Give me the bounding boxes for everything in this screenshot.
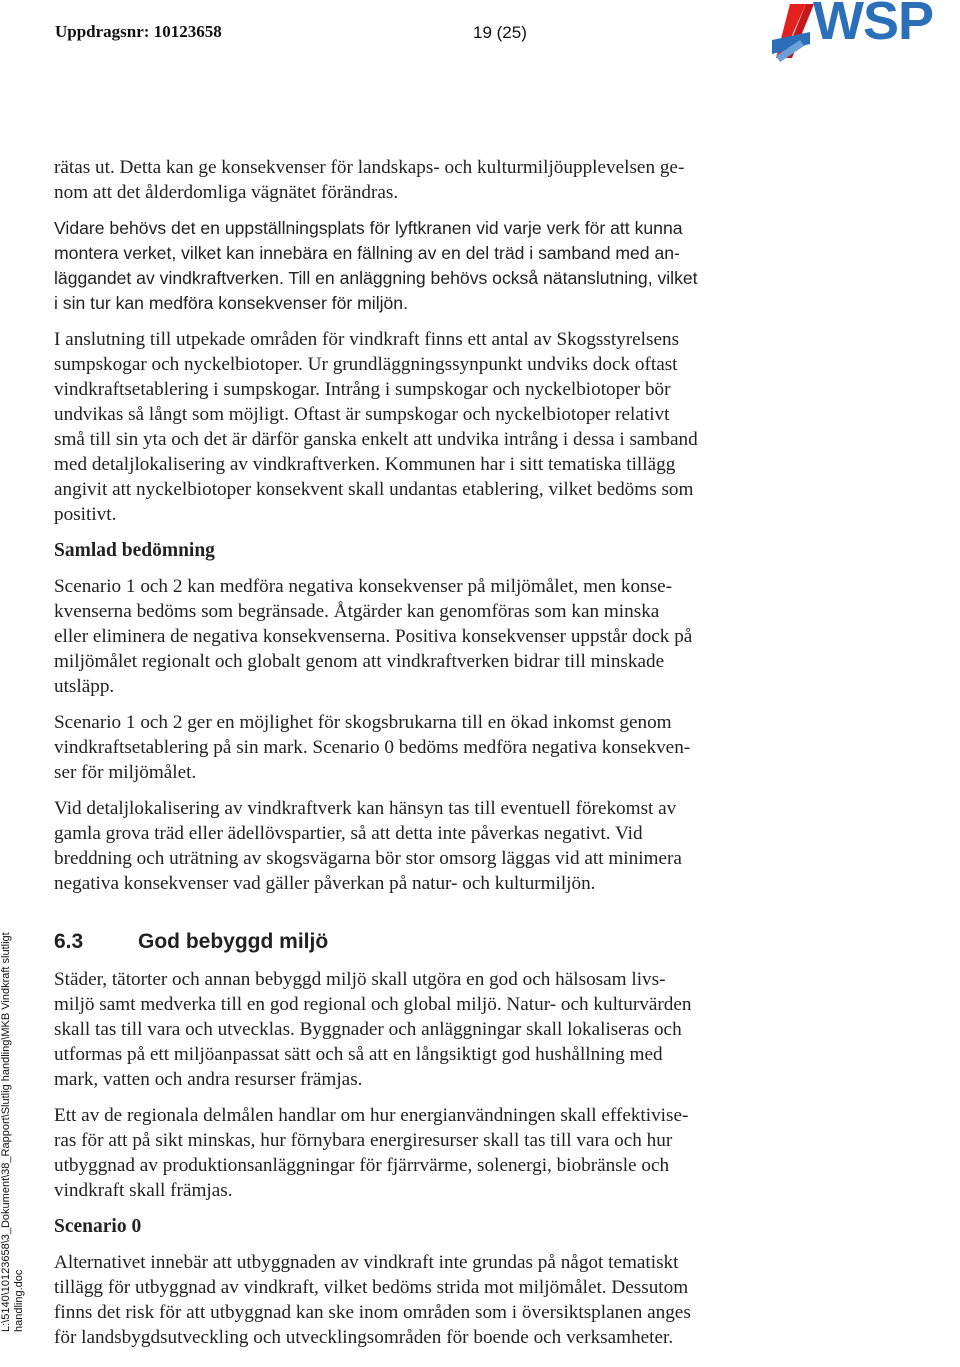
section-title: God bebyggd miljö <box>138 930 329 953</box>
text-line: ser för miljömålet. <box>54 762 197 783</box>
text-line: angivit att nyckelbiotoper konsekvent skall undantas etablering, vilket bedöms som <box>54 479 694 500</box>
text-line: utsläpp. <box>54 676 115 697</box>
paragraph <box>54 796 776 896</box>
text-line: sumpskogar och nyckelbiotoper. Ur grundläggningssynpunkt undviks dock oftast <box>54 354 678 375</box>
paragraph <box>54 574 776 699</box>
paragraph <box>54 710 776 785</box>
text-line: Scenario 1 och 2 kan medföra negativa konsekvenser på miljömålet, men konse- <box>54 576 673 597</box>
wsp-logo <box>770 0 960 62</box>
paragraph <box>54 216 776 316</box>
text-line: montera verket, vilket kan innebära en fällning av en del träd i samband med an- <box>54 243 680 263</box>
wsp-logo-text: WSP <box>813 0 934 51</box>
text-line: utformas på ett miljöanpassat sätt och så att en långsiktigt god hushållning med <box>54 1044 663 1065</box>
text-line: vindkraftsetablering på sin mark. Scenario 0 bedöms medföra negativa konsekven- <box>54 737 691 758</box>
document-body <box>54 155 776 1361</box>
paragraph <box>54 967 776 1092</box>
text-line: Scenario 1 och 2 ger en möjlighet för skogsbrukarna till en ökad inkomst genom <box>54 712 672 733</box>
text-line: kvenserna bedöms som begränsade. Åtgärder kan genomföras som kan minska <box>54 601 660 622</box>
text-line: mark, vatten och andra resurser främjas. <box>54 1069 363 1090</box>
text-line: vindkraftsetablering i sumpskogar. Intrång i sumpskogar och nyckelbiotoper bör <box>54 379 671 400</box>
text-line: finns det risk för att utbyggnad kan ske inom områden som i översiktsplanen anges <box>54 1302 691 1323</box>
text-line: undvikas så långt som möjligt. Oftast är sumpskogar och nyckelbiotoper relativt <box>54 404 670 425</box>
text-line: i sin tur kan medföra konsekvenser för miljön. <box>54 293 408 313</box>
text-line: I anslutning till utpekade områden för vindkraft finns ett antal av Skogsstyrelsens <box>54 329 680 350</box>
text-line: utbyggnad av produktionsanläggningar för fjärrvärme, solenergi, biobränsle och <box>54 1155 670 1176</box>
paragraph <box>54 327 776 527</box>
paragraph <box>54 155 776 205</box>
text-line: Alternativet innebär att utbyggnaden av vindkraft inte grundas på något tematiskt <box>54 1252 679 1273</box>
text-line: gamla grova träd eller ädellövspartier, så att detta inte påverkas negativt. Vid <box>54 823 643 844</box>
text-line: med detaljlokalisering av vindkraftverken. Kommunen har i sitt tematiska tillägg <box>54 454 676 475</box>
section-number: 6.3 <box>54 930 84 953</box>
text-line: rätas ut. Detta kan ge konsekvenser för landskaps- och kulturmiljöupplevelsen ge- <box>54 157 685 178</box>
text-line: för landsbygdsutveckling och utvecklingsområden för boende och verksamheter. <box>54 1327 674 1348</box>
text-line: miljö samt medverka till en god regional och global miljö. Natur- och kulturvärden <box>54 994 692 1015</box>
text-line: negativa konsekvenser vad gäller påverkan på natur- och kulturmiljön. <box>54 873 596 894</box>
text-line: läggandet av vindkraftverken. Till en anläggning behövs också nätanslutning, vilket <box>54 268 698 288</box>
paragraph <box>54 1103 776 1203</box>
text-line: små till sin yta och det är därför ganska enkelt att undvika intrång i dessa i samband <box>54 429 698 450</box>
text-line: Vid detaljlokalisering av vindkraftverk kan hänsyn tas till eventuell förekomst av <box>54 798 677 819</box>
page-header <box>0 0 960 70</box>
text-line: vindkraft skall främjas. <box>54 1180 233 1201</box>
text-line: breddning och uträtning av skogsvägarna bör stor omsorg läggas vid att minimera <box>54 848 682 869</box>
text-line: Ett av de regionala delmålen handlar om hur energianvändningen skall effektivise- <box>54 1105 689 1126</box>
text-line: Städer, tätorter och annan bebyggd miljö skall utgöra en god och hälsosam livs- <box>54 969 666 990</box>
text-line: nom att det ålderdomliga vägnätet förändras. <box>54 182 399 203</box>
paragraph <box>54 1250 776 1350</box>
file-path-line: handling.doc <box>13 1269 25 1332</box>
text-line: miljömålet regionalt och globalt genom att vindkraftverken bidrar till minskade <box>54 651 665 672</box>
assignment-number: Uppdragsnr: 10123658 <box>55 22 222 41</box>
file-path-sidebar <box>0 912 26 1332</box>
page-number: 19 (25) <box>473 23 527 42</box>
text-line: skall tas till vara och utvecklas. Byggnader och anläggningar skall lokaliseras och <box>54 1019 682 1040</box>
subheading: Samlad bedömning <box>54 540 215 561</box>
text-line: eller eliminera de negativa konsekvenserna. Positiva konsekvenser uppstår dock på <box>54 626 693 647</box>
text-line: positivt. <box>54 504 117 525</box>
file-path-line: L:\5140\10123658\3_Dokument\38_Rapport\Slutlig handling\MKB Vindkraft slutligt <box>0 932 12 1332</box>
text-line: tillägg för utbyggnad av vindkraft, vilket bedöms strida mot miljömålet. Dessutom <box>54 1277 689 1298</box>
text-line: ras för att på sikt minskas, hur förnybara energiresurser skall tas till vara och hur <box>54 1130 673 1151</box>
subheading: Scenario 0 <box>54 1216 142 1237</box>
text-line: Vidare behövs det en uppställningsplats för lyftkranen vid varje verk för att kunna <box>54 218 683 238</box>
section-heading <box>54 928 776 956</box>
